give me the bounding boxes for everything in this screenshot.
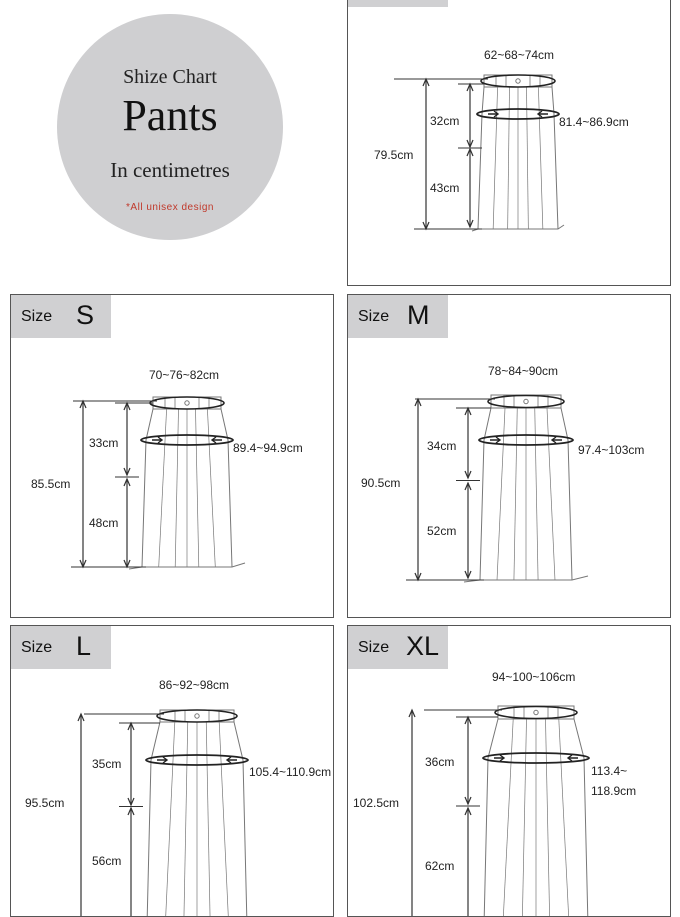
size-word: Size [21, 639, 53, 656]
waist-label: 62~68~74cm [484, 48, 555, 62]
size-panel-xl [347, 625, 671, 917]
pleat-line [514, 408, 517, 580]
size-word: Size [358, 308, 390, 325]
hip-arrow [490, 437, 500, 443]
pleat-line [535, 408, 538, 580]
pleat-line [547, 408, 555, 580]
waist-label: 78~84~90cm [488, 364, 559, 378]
total-length-label: 95.5cm [25, 796, 65, 810]
pants-outline [574, 719, 588, 916]
rise-label: 36cm [425, 755, 455, 769]
intro-subtitle: In centimetres [110, 158, 230, 182]
hip-arrow [552, 437, 562, 443]
pants-outline [221, 409, 232, 567]
hip-label-line1: 113.4~ [591, 764, 628, 778]
pleat-line [497, 408, 505, 580]
size-panel-xs [347, 0, 671, 286]
pleat-line [546, 719, 550, 916]
rise-label: 34cm [427, 439, 457, 453]
hip-label: 97.4~103cm [578, 443, 645, 457]
inseam-label: 56cm [92, 854, 122, 868]
pleat-line [159, 409, 167, 567]
size-letter: S [76, 300, 95, 330]
intro-badge [57, 14, 283, 240]
pleat-line [206, 722, 210, 916]
pleat-line [219, 722, 229, 916]
pleat-line [493, 87, 497, 229]
inseam-label: 62cm [425, 859, 455, 873]
pleat-line [559, 719, 569, 916]
intro-note: *All unisex design [126, 202, 214, 213]
pants-outline [478, 87, 484, 229]
total-length-label: 85.5cm [31, 477, 71, 491]
pleat-line [196, 409, 199, 567]
intro-title-small: Shize Chart [123, 66, 217, 88]
waist-label: 94~100~106cm [492, 670, 576, 684]
inseam-label: 52cm [427, 524, 457, 538]
rise-label: 35cm [92, 757, 122, 771]
total-length-label: 79.5cm [374, 148, 414, 162]
size-word: Size [358, 639, 390, 656]
waist-label: 86~92~98cm [159, 678, 230, 692]
hip-label-line2: 118.9cm [591, 784, 637, 798]
pleat-line [165, 722, 175, 916]
size-word: Size [21, 308, 53, 325]
size-panel-l [10, 625, 334, 917]
inseam-label: 43cm [430, 181, 460, 195]
hip-label: 89.4~94.9cm [233, 441, 303, 455]
pants-outline [484, 719, 498, 916]
waist-label: 70~76~82cm [149, 368, 220, 382]
pants-outline [480, 408, 491, 580]
intro-title-large: Pants [122, 91, 218, 140]
rise-label: 32cm [430, 114, 460, 128]
pleat-line [503, 719, 513, 916]
pants-outline [147, 722, 160, 916]
hip-label: 105.4~110.9cm [249, 765, 332, 779]
pleat-line [175, 409, 178, 567]
total-length-label: 102.5cm [353, 796, 400, 810]
pants-outline [142, 409, 153, 567]
hip-arrow [152, 437, 162, 443]
pleat-line [184, 722, 188, 916]
size-letter: XL [406, 631, 440, 661]
hip-label: 81.4~86.9cm [559, 115, 629, 129]
size-panel-s [10, 294, 334, 618]
pants-diagram [348, 0, 670, 285]
pants-outline [234, 722, 247, 916]
hip-arrow [227, 757, 237, 763]
pants-outline [552, 87, 558, 229]
pleat-line [207, 409, 215, 567]
pants-diagram [11, 295, 333, 617]
size-letter: M [407, 300, 430, 330]
hip-arrow [212, 437, 222, 443]
pants-outline [561, 408, 572, 580]
pleat-line [538, 87, 542, 229]
hip-arrow [157, 757, 167, 763]
size-letter: L [76, 631, 92, 661]
hip-arrow [494, 755, 504, 761]
rise-label: 33cm [89, 436, 119, 450]
inseam-label: 48cm [89, 516, 119, 530]
pleat-line [522, 719, 526, 916]
hip-arrow [568, 755, 578, 761]
size-panel-m [347, 294, 671, 618]
total-length-label: 90.5cm [361, 476, 401, 490]
